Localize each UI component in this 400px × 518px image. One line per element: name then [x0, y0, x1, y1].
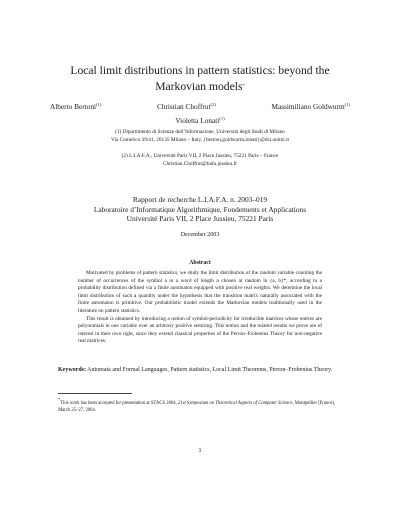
title-line-1: Local limit distributions in pattern statistics: beyond the	[70, 64, 330, 77]
report-address: Université Paris VII, 2 Place Jussieu, 75221 Paris	[126, 214, 274, 223]
author-name: Violetta Lonati	[175, 116, 220, 125]
title-line-2-wrap	[40, 78, 360, 94]
paper-title	[40, 63, 360, 94]
author-affil-mark: (1)	[344, 102, 350, 107]
abstract-heading: Abstract	[189, 260, 211, 266]
author-name: Alberto Bertoni	[50, 102, 97, 111]
title-line-2: Markovian models	[155, 80, 243, 93]
footnote-venue: 21st Symposium on Theoretical Aspects of Computer Science	[178, 401, 293, 406]
report-lab: Laboratoire d’Informatique Algorithmique, Fondements et Applications	[93, 204, 307, 214]
keywords-label: Keywords:	[58, 367, 86, 373]
author-bertoni	[50, 100, 101, 112]
footnote-text-before: This work has been accepted for presentation at STACS 2004,	[60, 401, 178, 406]
report-date: December 2003	[180, 232, 220, 238]
affiliation-1-line-2: Via Comelico 39/41, 20135 Milano – Italy, {bertoni,goldwurm,lonati}@dsi.unimi.it	[110, 137, 290, 143]
report-block	[40, 195, 360, 224]
keywords	[58, 366, 342, 375]
footnote-rule	[58, 393, 132, 394]
abstract-paragraph-1: Motivated by problems of pattern statistics, we study the limit distribution of the random variable counting the number of occurrences of the symbol a in a word of length n chosen at random in {a, b}*, according to a probability distribution defined via a finite automaton equipped with positive real weights. We determine the local limit distribution of such a quantity under the hypothesis that the transition matrix naturally associated with the finite automaton is primitive. Our probabilistic model extends the Markovian models traditionally used in the literature on pattern statistics.	[78, 270, 322, 314]
footnote-mark: *	[58, 397, 61, 402]
abstract-body	[78, 270, 322, 346]
author-affil-mark: (2)	[210, 102, 216, 107]
page-number: 1	[198, 447, 202, 454]
author-choffrut	[157, 100, 216, 112]
keywords-text: Automata and Formal Languages, Pattern statistics, Local Limit Theorems, Perron–Frobenius Theory.	[87, 367, 333, 373]
authors-row-2	[50, 114, 350, 126]
author-lonati	[175, 114, 224, 126]
report-number: Rapport de recherche L.I.A.F.A. n. 2003–019	[132, 195, 268, 204]
footnote-text-after: , Montpellier (France), March 25–27, 2004.	[58, 401, 336, 413]
affiliation-2-line-2: Christian.Choffrut@liafa.jussieu.fr	[162, 161, 238, 167]
author-affil-mark: (1)	[96, 102, 102, 107]
author-name: Christian Choffrut	[156, 102, 211, 111]
authors-row-1	[50, 100, 350, 112]
affiliation-1	[60, 128, 340, 144]
affiliation-2-line-1: (2) L.I.A.F.A., Université Paris VII, 2 Place Jussieu, 75221 Paris – France	[121, 153, 279, 159]
title-footnote-mark: *	[242, 83, 245, 88]
author-goldwurm	[271, 100, 350, 112]
author-name: Massimiliano Goldwurm	[271, 102, 345, 111]
affiliation-2	[60, 152, 340, 168]
footnote	[58, 396, 342, 414]
affiliation-1-line-1: (1) Dipartimento di Scienze dell’Informazione, Università degli Studi di Milano	[115, 129, 285, 135]
abstract-paragraph-2: This result is obtained by introducing a notion of symbol-periodicity for irreducible matrices whose entries are polynomials in one variable over an arbitrary positive semiring. This notion and the related results we prove are of interest in their own right, since they extend classical properties of the Perron–Frobenius Theory for non-negative real matrices.	[78, 315, 322, 345]
author-affil-mark: (1)	[219, 116, 225, 121]
